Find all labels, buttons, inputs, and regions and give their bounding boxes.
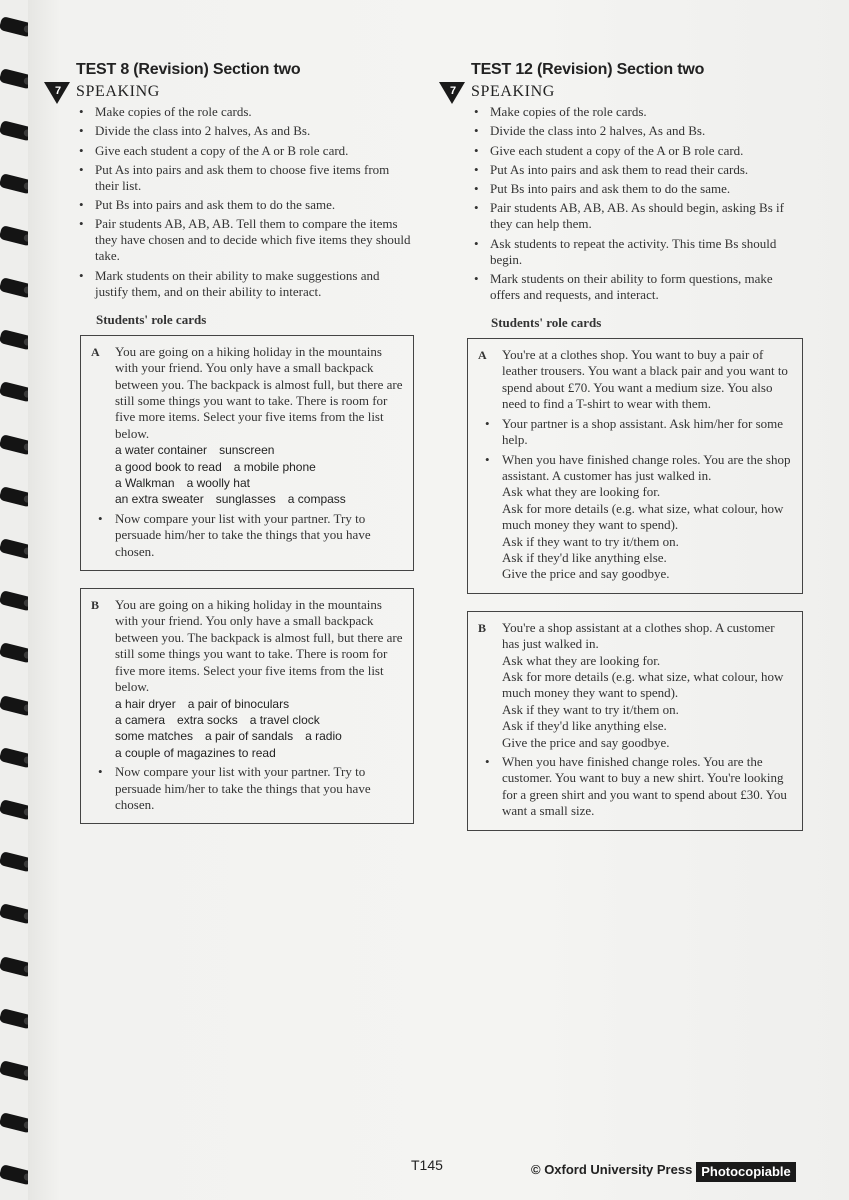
item-row xyxy=(91,475,403,491)
right-column xyxy=(449,60,803,831)
card-intro xyxy=(91,597,403,695)
card-intro-text: You're a shop assistant at a clothes shop. A customer has just walked in. xyxy=(502,619,775,652)
item: extra socks xyxy=(177,712,238,727)
item-row xyxy=(91,442,403,458)
item: a travel clock xyxy=(249,712,320,727)
left-section-name: SPEAKING xyxy=(76,83,160,100)
card-line: Ask if they'd like anything else. xyxy=(502,718,667,734)
card-bullet: • Now compare your list with your partner. Try to persuade him/her to take the things that you have chosen. xyxy=(91,511,403,560)
item-row xyxy=(91,459,403,475)
list-item: • Make copies of the role cards. xyxy=(76,104,414,120)
list-item: • Pair students AB, AB, AB. Tell them to compare the items they have chosen and to decide which five items they should take. xyxy=(76,216,414,264)
list-item: • Put Bs into pairs and ask them to do the same. xyxy=(471,181,803,197)
item: some matches xyxy=(115,729,194,744)
card-letter: B xyxy=(478,620,487,635)
card-letter: A xyxy=(478,348,487,363)
list-item: • Put Bs into pairs and ask them to do the same. xyxy=(76,197,414,213)
role-card-a-left xyxy=(80,335,414,571)
card-line: Ask for more details (e.g. what size, what colour, how much money they want to spend). xyxy=(502,668,784,701)
card-bullet: • Your partner is a shop assistant. Ask him/her for some help. xyxy=(478,416,792,449)
item: an extra sweater xyxy=(115,492,204,507)
section-triangle-icon xyxy=(439,82,465,104)
left-role-cards-title: Students' role cards xyxy=(96,311,207,327)
item: sunscreen xyxy=(219,443,275,458)
card-line: Ask if they want to try it/them on. xyxy=(502,701,679,717)
item: a pair of binoculars xyxy=(187,696,290,711)
right-section-header xyxy=(449,82,803,102)
left-steps-list xyxy=(76,104,414,300)
item-row xyxy=(91,696,403,712)
list-item: • Make copies of the role cards. xyxy=(471,104,803,120)
section-triangle-icon xyxy=(44,82,70,104)
list-item: • Put As into pairs and ask them to read their cards. xyxy=(471,162,803,178)
item-row xyxy=(91,491,403,507)
item: sunglasses xyxy=(215,492,276,507)
item: a camera xyxy=(115,712,166,727)
role-card-b-left xyxy=(80,588,414,824)
svg-text:7: 7 xyxy=(449,85,457,97)
card-letter: B xyxy=(91,598,100,613)
item-row xyxy=(91,728,403,744)
card-line: Ask if they'd like anything else. xyxy=(502,549,667,565)
card-line: Ask what they are looking for. xyxy=(502,652,661,668)
card-bullet: • When you have finished change roles. You are the customer. You want to buy a new shirt. You're looking for a green shirt and you want to spend about £30. You want a small size. xyxy=(478,754,792,820)
left-column xyxy=(54,60,414,824)
card-line: Give the price and say goodbye. xyxy=(502,734,670,750)
item: a hair dryer xyxy=(115,696,176,711)
card-line: Ask if they want to try it/them on. xyxy=(502,533,679,549)
list-item: • Put As into pairs and ask them to choose five items from their list. xyxy=(76,162,414,194)
item: a Walkman xyxy=(115,476,175,491)
list-item: • Ask students to repeat the activity. This time Bs should begin. xyxy=(471,236,803,268)
card-intro xyxy=(478,347,792,413)
card-intro-text: You are going on a hiking holiday in the mountains with your friend. You only have a small backpack between you. The backpack is almost full, but there are still some things you want to take. There is room for five more items. Select your five items from the list below. xyxy=(115,343,403,441)
page-number: T145 xyxy=(411,1157,443,1173)
list-item: • Pair students AB, AB, AB. As should begin, asking Bs if they can help them. xyxy=(471,200,803,232)
item-row xyxy=(91,745,403,761)
card-intro-text: You're at a clothes shop. You want to buy a pair of leather trousers. You want a black pair and you want to spend about £70. You want a medium size. You also need to find a T-shirt to wear with them. xyxy=(502,347,788,412)
item: a pair of sandals xyxy=(205,729,294,744)
role-card-a-right xyxy=(467,338,803,594)
card-line: Give the price and say goodbye. xyxy=(502,566,670,582)
left-test-title: TEST 8 (Revision) Section two xyxy=(76,61,301,78)
right-section-name: SPEAKING xyxy=(471,83,555,100)
right-role-cards-title: Students' role cards xyxy=(491,315,602,331)
right-test-title: TEST 12 (Revision) Section two xyxy=(471,61,705,78)
card-intro xyxy=(91,344,403,442)
card-bullet: • Now compare your list with your partner. Try to persuade him/her to take the things that you have chosen. xyxy=(91,764,403,813)
card-intro xyxy=(478,620,792,653)
list-item: • Divide the class into 2 halves, As and Bs. xyxy=(471,123,803,139)
item: a mobile phone xyxy=(233,459,316,474)
card-line: Ask what they are looking for. xyxy=(502,484,661,500)
list-item: • Give each student a copy of the A or B role card. xyxy=(471,143,803,159)
publisher-credit: © Oxford University Press xyxy=(531,1162,693,1177)
card-intro-text: You are going on a hiking holiday in the mountains with your friend. You only have a small backpack between you. The backpack is almost full, but there are still some things you want to take. There is room for five more items. Select your five items from the list below. xyxy=(115,597,403,695)
item: a water container xyxy=(115,443,208,458)
card-bullet: • When you have finished change roles. You are the shop assistant. A customer has just walked in. xyxy=(478,452,792,485)
item: a compass xyxy=(287,492,346,507)
item-row xyxy=(91,712,403,728)
card-line: Ask for more details (e.g. what size, what colour, how much money they want to spend). xyxy=(502,500,784,533)
svg-text:7: 7 xyxy=(54,85,62,97)
card-letter: A xyxy=(91,344,100,359)
item: a couple of magazines to read xyxy=(115,745,276,760)
item: a good book to read xyxy=(115,459,222,474)
list-item: • Give each student a copy of the A or B role card. xyxy=(76,143,414,159)
right-steps-list xyxy=(471,104,803,303)
left-section-header xyxy=(54,82,414,102)
list-item: • Divide the class into 2 halves, As and Bs. xyxy=(76,123,414,139)
photocopiable-badge: Photocopiable xyxy=(696,1162,796,1182)
list-item: • Mark students on their ability to make suggestions and justify them, and on their ability to interact. xyxy=(76,268,414,300)
item: a radio xyxy=(305,729,342,744)
list-item: • Mark students on their ability to form questions, make offers and requests, and interact. xyxy=(471,271,803,303)
item: a woolly hat xyxy=(186,476,250,491)
role-card-b-right xyxy=(467,611,803,831)
